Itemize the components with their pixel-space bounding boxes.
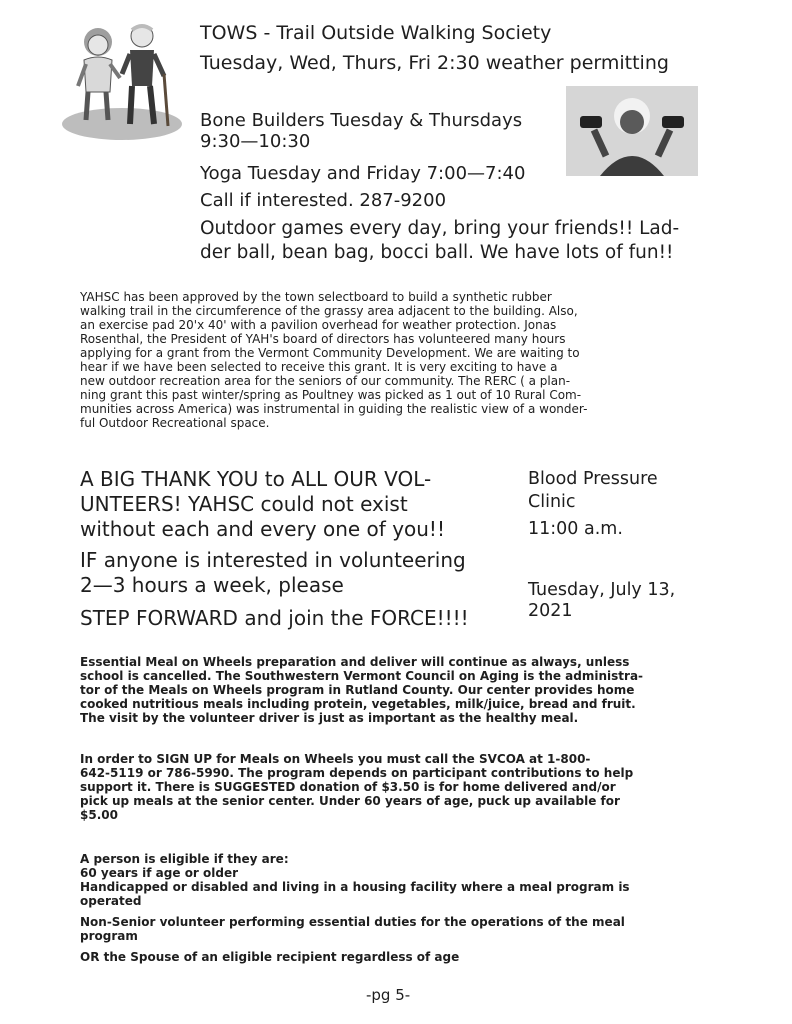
blood-pressure-title: Blood Pressure	[528, 469, 658, 489]
volunteer-call-line: IF anyone is interested in volunteering	[80, 548, 466, 572]
page-number: -pg 5-	[366, 986, 411, 1004]
walking-couple-illustration	[60, 12, 190, 142]
trail-paragraph-line: applying for a grant from the Vermont Community Development. We are waiting to	[80, 346, 580, 360]
outdoor-games-line: Outdoor games every day, bring your friends!! Lad-	[200, 218, 680, 239]
signup-paragraph-line: In order to SIGN UP for Meals on Wheels you must call the SVCOA at 1-800-	[80, 752, 591, 766]
trail-paragraph-line: Rosenthal, the President of YAH's board of directors has volunteered many hours	[80, 332, 566, 346]
trail-paragraph-line: ning grant this past winter/spring as Poultney was picked as 1 out of 10 Rural Com-	[80, 388, 582, 402]
senior-lifting-weights-illustration	[566, 86, 698, 176]
meals-paragraph-line: school is cancelled. The Southwestern Vermont Council on Aging is the administra-	[80, 669, 644, 683]
eligibility-line: A person is eligible if they are:	[80, 852, 289, 866]
signup-paragraph-line: support it. There is SUGGESTED donation of $3.50 is for home delivered and/or	[80, 780, 616, 794]
tows-schedule: Tuesday, Wed, Thurs, Fri 2:30 weather permitting	[200, 52, 669, 74]
volunteer-thanks-line: without each and every one of you!!	[80, 517, 445, 541]
meals-paragraph-line: The visit by the volunteer driver is just as important as the healthy meal.	[80, 711, 579, 725]
volunteer-thanks-line: UNTEERS! YAHSC could not exist	[80, 492, 408, 516]
blood-pressure-time: 11:00 a.m.	[528, 519, 623, 539]
volunteer-thanks-line: A BIG THANK YOU to ALL OUR VOL-	[80, 467, 432, 491]
yoga-schedule: Yoga Tuesday and Friday 7:00—7:40	[200, 163, 526, 184]
volunteer-call-line: STEP FORWARD and join the FORCE!!!!	[80, 606, 469, 630]
outdoor-games-line: der ball, bean bag, bocci ball. We have lots of fun!!	[200, 242, 674, 263]
volunteer-call-line: 2—3 hours a week, please	[80, 573, 344, 597]
signup-paragraph-line: pick up meals at the senior center. Under 60 years of age, puck up available for	[80, 794, 620, 808]
trail-paragraph-line: munities across America) was instrumental in guiding the realistic view of a wonder-	[80, 402, 588, 416]
trail-paragraph-line: hear if we have been selected to receive this grant. It is very exciting to have a	[80, 360, 558, 374]
blood-pressure-date: Tuesday, July 13,	[528, 580, 676, 600]
trail-paragraph-line: walking trail in the circumference of the grassy area adjacent to the building. Also,	[80, 304, 578, 318]
bone-builders-time: 9:30—10:30	[200, 131, 311, 152]
meals-paragraph-line: Essential Meal on Wheels preparation and deliver will continue as always, unless	[80, 655, 630, 669]
signup-paragraph-line: 642-5119 or 786-5990. The program depends on participant contributions to help	[80, 766, 634, 780]
call-info: Call if interested. 287-9200	[200, 190, 447, 211]
eligibility-line: Non-Senior volunteer performing essential duties for the operations of the meal	[80, 915, 625, 929]
eligibility-line: OR the Spouse of an eligible recipient regardless of age	[80, 950, 460, 964]
eligibility-line: 60 years if age or older	[80, 866, 239, 880]
eligibility-line: operated	[80, 894, 142, 908]
trail-paragraph-line: YAHSC has been approved by the town selectboard to build a synthetic rubber	[80, 290, 552, 304]
bone-builders-title: Bone Builders Tuesday & Thursdays	[200, 110, 523, 131]
trail-paragraph-line: ful Outdoor Recreational space.	[80, 416, 270, 430]
signup-paragraph-line: $5.00	[80, 808, 118, 822]
tows-title: TOWS - Trail Outside Walking Society	[200, 22, 552, 44]
eligibility-line: program	[80, 929, 138, 943]
trail-paragraph-line: new outdoor recreation area for the seniors of our community. The RERC ( a plan-	[80, 374, 571, 388]
trail-paragraph-line: an exercise pad 20'x 40' with a pavilion overhead for weather protection. Jonas	[80, 318, 557, 332]
blood-pressure-date: 2021	[528, 601, 573, 621]
meals-paragraph-line: cooked nutritious meals including protein, vegetables, milk/juice, bread and fruit.	[80, 697, 636, 711]
blood-pressure-title: Clinic	[528, 492, 576, 512]
eligibility-line: Handicapped or disabled and living in a housing facility where a meal program is	[80, 880, 630, 894]
meals-paragraph-line: tor of the Meals on Wheels program in Rutland County. Our center provides home	[80, 683, 635, 697]
